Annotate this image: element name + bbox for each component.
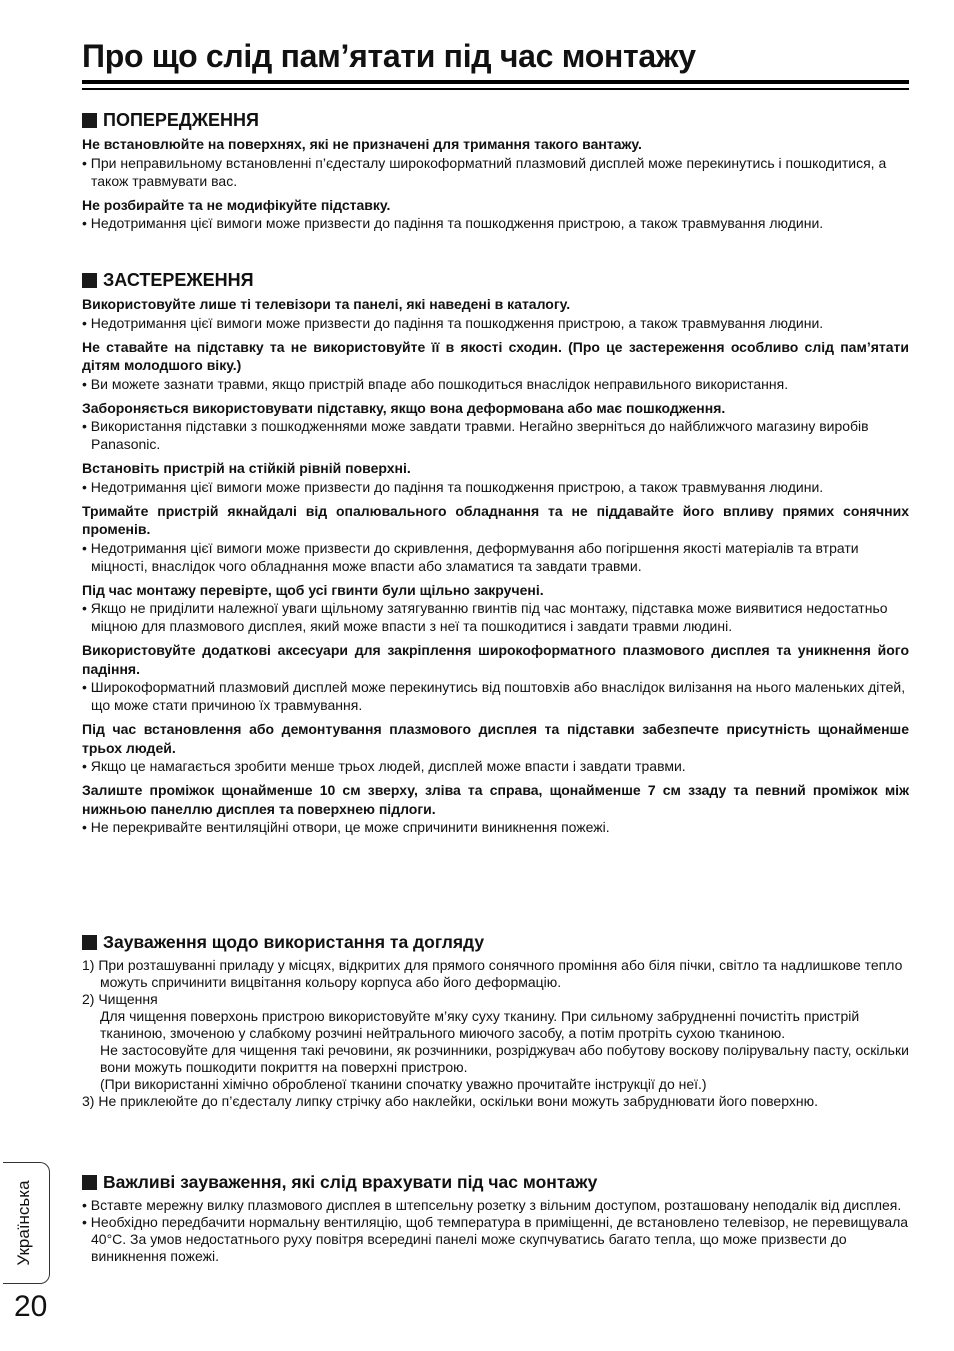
item-title: Не ставайте на підставку та не використовуйте її в якості сходин. (Про це застереження особливо слід пам’ятати дітям молодшого віку.): [82, 338, 909, 373]
item-bullet: • Недотримання цієї вимоги може призвести до скривлення, деформування або погіршення якості матеріалів та втрати міцності, внаслідок чого обладнання може впасти або зламатися та завдати травми.: [82, 539, 909, 575]
caution-section: [82, 270, 909, 842]
care-section: [82, 932, 909, 1110]
item-title: Не встановлюйте на поверхнях, які не призначені для тримання такого вантажу.: [82, 136, 642, 152]
item-bullet: • Використання підставки з пошкодженнями може завдати травми. Негайно зверніться до найближчого магазину виробів Panasonic.: [82, 417, 909, 453]
square-bullet-icon: [82, 273, 97, 288]
install-note-bullet: • Необхідно передбачити нормальну вентиляцію, щоб температура в приміщенні, де встановлено телевізор, не перевищувала 40°C. За умов недостатнього руху повітря всередині панелі може скупчуватись багато тепла, що може призвести до виникнення пожежі.: [82, 1214, 909, 1265]
square-bullet-icon: [82, 1175, 97, 1190]
caution-item: [82, 399, 909, 454]
item-bullet: • Ви можете зазнати травми, якщо пристрій впаде або пошкодиться внаслідок неправильного використання.: [82, 375, 909, 393]
warning-heading: [82, 110, 909, 131]
care-item-3: 3) Не приклеюйте до п’єдесталу липку стрічку або наклейки, оскільки вони можуть забруднювати його поверхню.: [82, 1093, 818, 1109]
warning-item: [82, 135, 909, 190]
caution-item: [82, 295, 909, 332]
care-item-2-paragraph: (При використанні хімічно обробленої тканини спочатку уважно прочитайте інструкції до неї.): [100, 1076, 707, 1092]
caution-item: [82, 641, 909, 714]
item-bullet: • При неправильному встановленні п’єдесталу широкоформатний плазмовий дисплей може перекинутись і пошкодитися, а також травмувати вас.: [82, 154, 909, 190]
item-bullet: • Якщо не приділити належної уваги щільному затягуванню гвинтів під час монтажу, підставка може виявитися недостатньо міцною для плазмового дисплея, який може впасти з неї та пошкодитися і завдати травми людині.: [82, 599, 909, 635]
caution-item: [82, 720, 909, 775]
caution-item: [82, 459, 909, 496]
item-title: Використовуйте додаткові аксесуари для закріплення широкоформатного плазмового дисплея та уникнення його падіння.: [82, 642, 909, 677]
item-bullet: • Якщо це намагається зробити менше трьох людей, дисплей може впасти і завдати травми.: [82, 757, 909, 775]
language-tab-label: Українська: [14, 1180, 33, 1266]
item-bullet: • Недотримання цієї вимоги може призвести до падіння та пошкодження пристрою, а також травмування людини.: [82, 478, 909, 496]
item-title: Під час встановлення або демонтування плазмового дисплея та підставки забезпечте присутність щонайменше трьох людей.: [82, 721, 909, 756]
caution-item: [82, 338, 909, 393]
care-item-2-paragraph: Для чищення поверхонь пристрою використовуйте м’яку суху тканину. При сильному забрудненні почистіть пристрій тканиною, змоченою у слабкому розчині нейтрального миючого засобу, а потім протріть сухою тканиною.: [100, 1008, 860, 1041]
item-title: Під час монтажу перевірте, щоб усі гвинти були щільно закручені.: [82, 581, 544, 598]
care-item-2-paragraph: Не застосовуйте для чищення такі речовини, як розчинники, розріджувач або побутову воскову полірувальну пасту, оскільки вони можуть пошкодити покриття на поверхні пристрою.: [100, 1042, 909, 1075]
item-title: Використовуйте лише ті телевізори та панелі, які наведені в каталогу.: [82, 296, 571, 312]
care-item-2: 2) Чищення: [82, 991, 158, 1007]
item-title: Не розбирайте та не модифікуйте підставку.: [82, 196, 391, 213]
warning-item: [82, 196, 909, 233]
care-item-1: 1) При розташуванні приладу у місцях, відкритих для прямого сонячного проміння або біля пічки, світло та надлишкове тепло можуть спричинити вицвітання кольору корпуса або його деформацію.: [82, 957, 903, 990]
square-bullet-icon: [82, 935, 97, 950]
caution-item: [82, 581, 909, 636]
item-title: Залиште проміжок щонайменше 10 см зверху, зліва та справа, щонайменше 7 см ззаду та певний проміжок між нижньою панеллю дисплея та поверхнею підлоги.: [82, 782, 909, 817]
install-notes-heading-text: Важливі зауваження, які слід врахувати під час монтажу: [103, 1172, 598, 1192]
caution-item: [82, 502, 909, 575]
install-notes-section: [82, 1172, 909, 1265]
caution-item: [82, 781, 909, 836]
page-number: 20: [14, 1290, 48, 1323]
item-bullet: • Широкоформатний плазмовий дисплей може перекинутись від поштовхів або внаслідок вилізання на нього маленьких дітей, що може стати причиною їх травмування.: [82, 678, 909, 714]
care-heading: [82, 932, 909, 953]
item-title: Тримайте пристрій якнайдалі від опалювального обладнання та не піддавайте його впливу прямих сонячних променів.: [82, 502, 909, 537]
page-title: Про що слід пам’ятати під час монтажу: [82, 38, 696, 74]
care-heading-text: Зауваження щодо використання та догляду: [103, 932, 485, 952]
square-bullet-icon: [82, 113, 97, 128]
install-notes-heading: [82, 1172, 909, 1193]
caution-heading: [82, 270, 909, 291]
item-title: Забороняється використовувати підставку, якщо вона деформована або має пошкодження.: [82, 399, 726, 416]
caution-heading-text: ЗАСТЕРЕЖЕННЯ: [103, 270, 254, 290]
title-rule-thick: [82, 80, 909, 84]
warning-section: [82, 110, 909, 238]
item-bullet: • Не перекривайте вентиляційні отвори, це може спричинити виникнення пожежі.: [82, 818, 909, 836]
item-bullet: • Недотримання цієї вимоги може призвести до падіння та пошкодження пристрою, а також травмування людини.: [82, 314, 909, 332]
install-note-bullet: • Вставте мережну вилку плазмового дисплея в штепсельну розетку з вільним доступом, розташовану неподалік від дисплея.: [82, 1197, 909, 1214]
title-rule-thin: [82, 88, 909, 90]
item-title: Встановіть пристрій на стійкій рівній поверхні.: [82, 460, 411, 476]
warning-heading-text: ПОПЕРЕДЖЕННЯ: [103, 110, 259, 130]
item-bullet: • Недотримання цієї вимоги може призвести до падіння та пошкодження пристрою, а також травмування людини.: [82, 214, 909, 232]
